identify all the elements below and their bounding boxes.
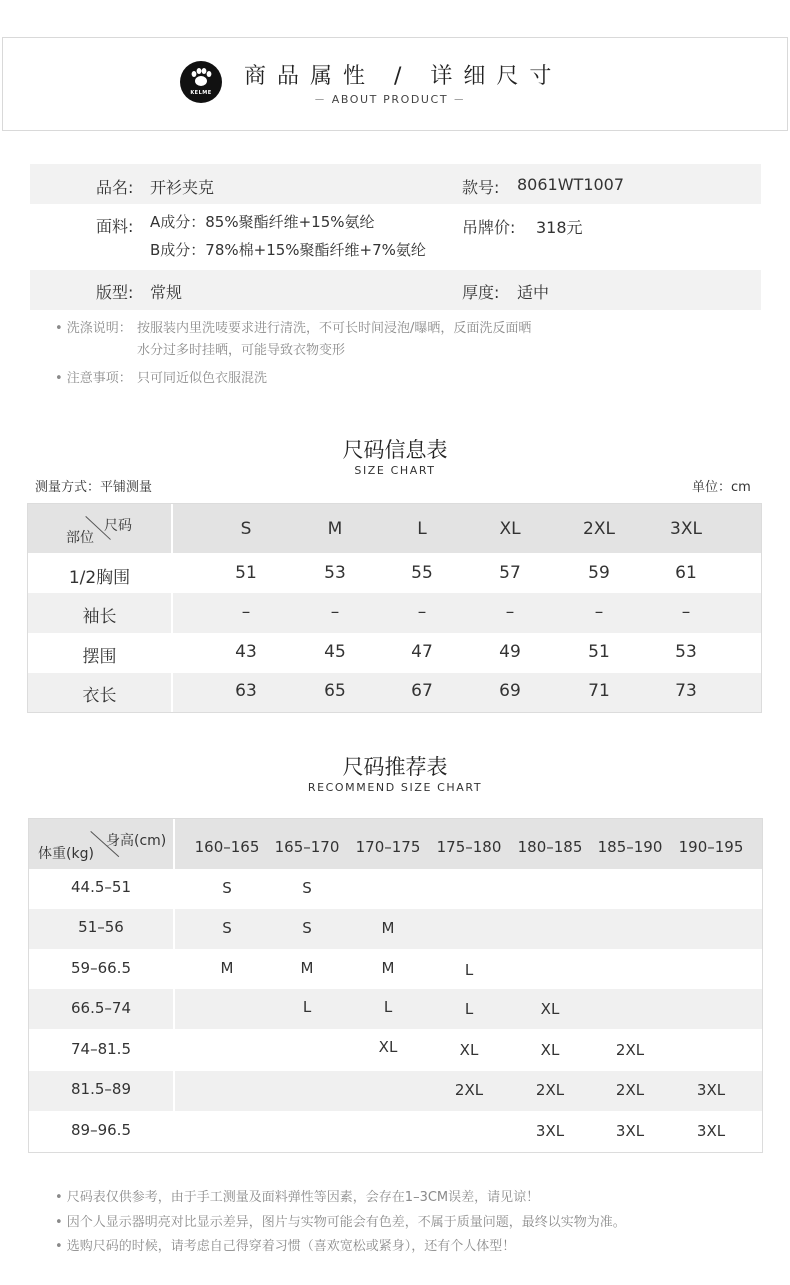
row-label: 1/2胸围 — [68, 568, 131, 588]
size-col-header: L — [417, 519, 427, 539]
fabric-label: 面料: — [96, 217, 134, 236]
cell-value: – — [681, 602, 691, 622]
size-col-header: XL — [499, 519, 521, 539]
cell-value: 3XL — [615, 1122, 645, 1140]
table-row — [29, 949, 762, 989]
cell-value: L — [302, 998, 312, 1016]
cell-value: 51 — [235, 563, 257, 583]
size-header-row — [28, 504, 761, 553]
cell-value: S — [302, 919, 312, 937]
height-col-header: 190–195 — [678, 838, 744, 856]
size-col-header: S — [240, 519, 252, 539]
logo-text: KELME — [190, 90, 212, 96]
row-label: 74–81.5 — [71, 1040, 131, 1058]
fit-value: 常规 — [150, 283, 183, 302]
cell-value: – — [505, 602, 515, 622]
cell-value: 47 — [411, 642, 433, 662]
column-divider — [171, 504, 173, 712]
footer-note: • 尺码表仅供参考，由于手工测量及面料弹性等因素，会存在1–3CM误差，请见谅！ — [55, 1190, 540, 1205]
name-value: 开衫夹克 — [150, 178, 215, 197]
size-chart-subtitle: SIZE CHART — [354, 464, 436, 477]
row-label: 摆围 — [82, 647, 117, 667]
cell-value: – — [241, 602, 251, 622]
cell-value: 63 — [235, 681, 257, 701]
page-title: 商品属性 / 详细尺寸 — [244, 64, 563, 89]
cell-value: 43 — [235, 642, 257, 662]
cell-value: 53 — [324, 563, 346, 583]
wash-line1: 按服装内里洗唛要求进行清洗，不可长时间浸泡/曝晒，反面洗反面晒 — [137, 321, 532, 336]
wash-label: • 洗涤说明： — [55, 321, 132, 336]
cell-value: 3XL — [696, 1081, 726, 1099]
cell-value: 3XL — [696, 1122, 726, 1140]
cell-value: 2XL — [615, 1081, 645, 1099]
table-row — [29, 909, 762, 949]
cell-value: XL — [459, 1041, 479, 1059]
table-row — [29, 1071, 762, 1111]
price-value: 318元 — [536, 218, 583, 237]
cell-value: 73 — [675, 681, 697, 701]
unit-label: 单位：cm — [692, 480, 751, 495]
row-label: 59–66.5 — [71, 959, 131, 977]
size-chart-table — [27, 503, 762, 713]
cell-value: 55 — [411, 563, 433, 583]
attr-row-1 — [30, 164, 761, 204]
table-row — [28, 593, 761, 633]
height-col-header: 175–180 — [436, 838, 502, 856]
paw-icon — [180, 61, 222, 103]
cell-value: – — [417, 602, 427, 622]
corner-bottom: 部位 — [66, 530, 94, 546]
cell-value: XL — [540, 1000, 560, 1018]
height-col-header: 180–185 — [517, 838, 583, 856]
footer-note: • 因个人显示器明亮对比显示差异，图片与实物可能会有色差，不属于质量问题，最终以实物为准。 — [55, 1215, 626, 1230]
height-col-header: 170–175 — [355, 838, 421, 856]
corner-top: 身高(cm) — [106, 833, 167, 849]
table-row — [28, 673, 761, 712]
cell-value: M — [300, 959, 314, 977]
price-label: 吊牌价: — [462, 218, 516, 237]
row-label: 44.5–51 — [71, 878, 131, 896]
row-label: 89–96.5 — [71, 1121, 131, 1139]
recommend-chart-table — [28, 818, 763, 1153]
recommend-chart-subtitle: RECOMMEND SIZE CHART — [307, 781, 483, 794]
fabric-b: B成分：78%棉+15%聚酯纤维+7%氨纶 — [150, 241, 426, 259]
recommend-chart-title: 尺码推荐表 — [342, 755, 448, 779]
cell-value: S — [302, 879, 312, 897]
cell-value: – — [594, 602, 604, 622]
corner-top: 尺码 — [104, 518, 132, 534]
cell-value: 2XL — [615, 1041, 645, 1059]
table-row — [29, 1111, 762, 1152]
thickness-label: 厚度: — [462, 283, 500, 302]
table-row — [28, 633, 761, 673]
cell-value: M — [381, 959, 395, 977]
cell-value: 45 — [324, 642, 346, 662]
caution-text: 只可同近似色衣服混洗 — [137, 371, 268, 386]
recommend-header-row — [29, 819, 762, 869]
cell-value: 53 — [675, 642, 697, 662]
thickness-value: 适中 — [517, 283, 550, 302]
table-row — [28, 553, 761, 593]
row-label: 66.5–74 — [71, 999, 131, 1017]
cell-value: 61 — [675, 563, 697, 583]
size-col-header: M — [327, 519, 343, 539]
caution-label: • 注意事项： — [55, 371, 132, 386]
cell-value: L — [464, 961, 474, 979]
fabric-a: A成分：85%聚酯纤维+15%氨纶 — [150, 213, 375, 231]
size-col-header: 2XL — [583, 519, 615, 539]
name-label: 品名: — [96, 178, 134, 197]
cell-value: 2XL — [535, 1081, 565, 1099]
height-col-header: 165–170 — [274, 838, 340, 856]
cell-value: – — [330, 602, 340, 622]
row-label: 袖长 — [82, 607, 117, 627]
measure-method: 测量方式：平铺测量 — [35, 480, 153, 495]
cell-value: 3XL — [535, 1122, 565, 1140]
page-subtitle: － ABOUT PRODUCT － — [314, 93, 466, 106]
cell-value: 69 — [499, 681, 521, 701]
cell-value: 67 — [411, 681, 433, 701]
cell-value: 71 — [588, 681, 610, 701]
column-divider — [173, 819, 175, 1152]
cell-value: 2XL — [454, 1081, 484, 1099]
cell-value: 57 — [499, 563, 521, 583]
footer-note: • 选购尺码的时候，请考虑自己得穿着习惯（喜欢宽松或紧身），还有个人体型！ — [55, 1239, 516, 1254]
cell-value: 51 — [588, 642, 610, 662]
cell-value: 49 — [499, 642, 521, 662]
height-col-header: 160–165 — [194, 838, 260, 856]
height-col-header: 185–190 — [597, 838, 663, 856]
cell-value: 59 — [588, 563, 610, 583]
table-row — [29, 869, 762, 909]
cell-value: M — [220, 959, 234, 977]
row-label: 衣长 — [82, 686, 117, 706]
cell-value: M — [381, 919, 395, 937]
cell-value: S — [222, 879, 232, 897]
cell-value: S — [222, 919, 232, 937]
cell-value: 65 — [324, 681, 346, 701]
size-chart-title: 尺码信息表 — [342, 438, 448, 462]
table-row — [29, 1029, 762, 1071]
cell-value: XL — [540, 1041, 560, 1059]
cell-value: XL — [378, 1038, 398, 1056]
code-label: 款号: — [462, 178, 500, 197]
attr-row-3 — [30, 270, 761, 310]
brand-logo — [180, 61, 222, 103]
cell-value: L — [464, 1000, 474, 1018]
row-label: 81.5–89 — [71, 1080, 131, 1098]
corner-bottom: 体重(kg) — [38, 846, 94, 862]
row-label: 51–56 — [78, 918, 124, 936]
code-value: 8061WT1007 — [517, 175, 625, 194]
table-row — [29, 989, 762, 1029]
wash-line2: 水分过多时挂晒，可能导致衣物变形 — [137, 343, 346, 358]
cell-value: L — [383, 998, 393, 1016]
fit-label: 版型: — [96, 283, 134, 302]
size-col-header: 3XL — [670, 519, 702, 539]
